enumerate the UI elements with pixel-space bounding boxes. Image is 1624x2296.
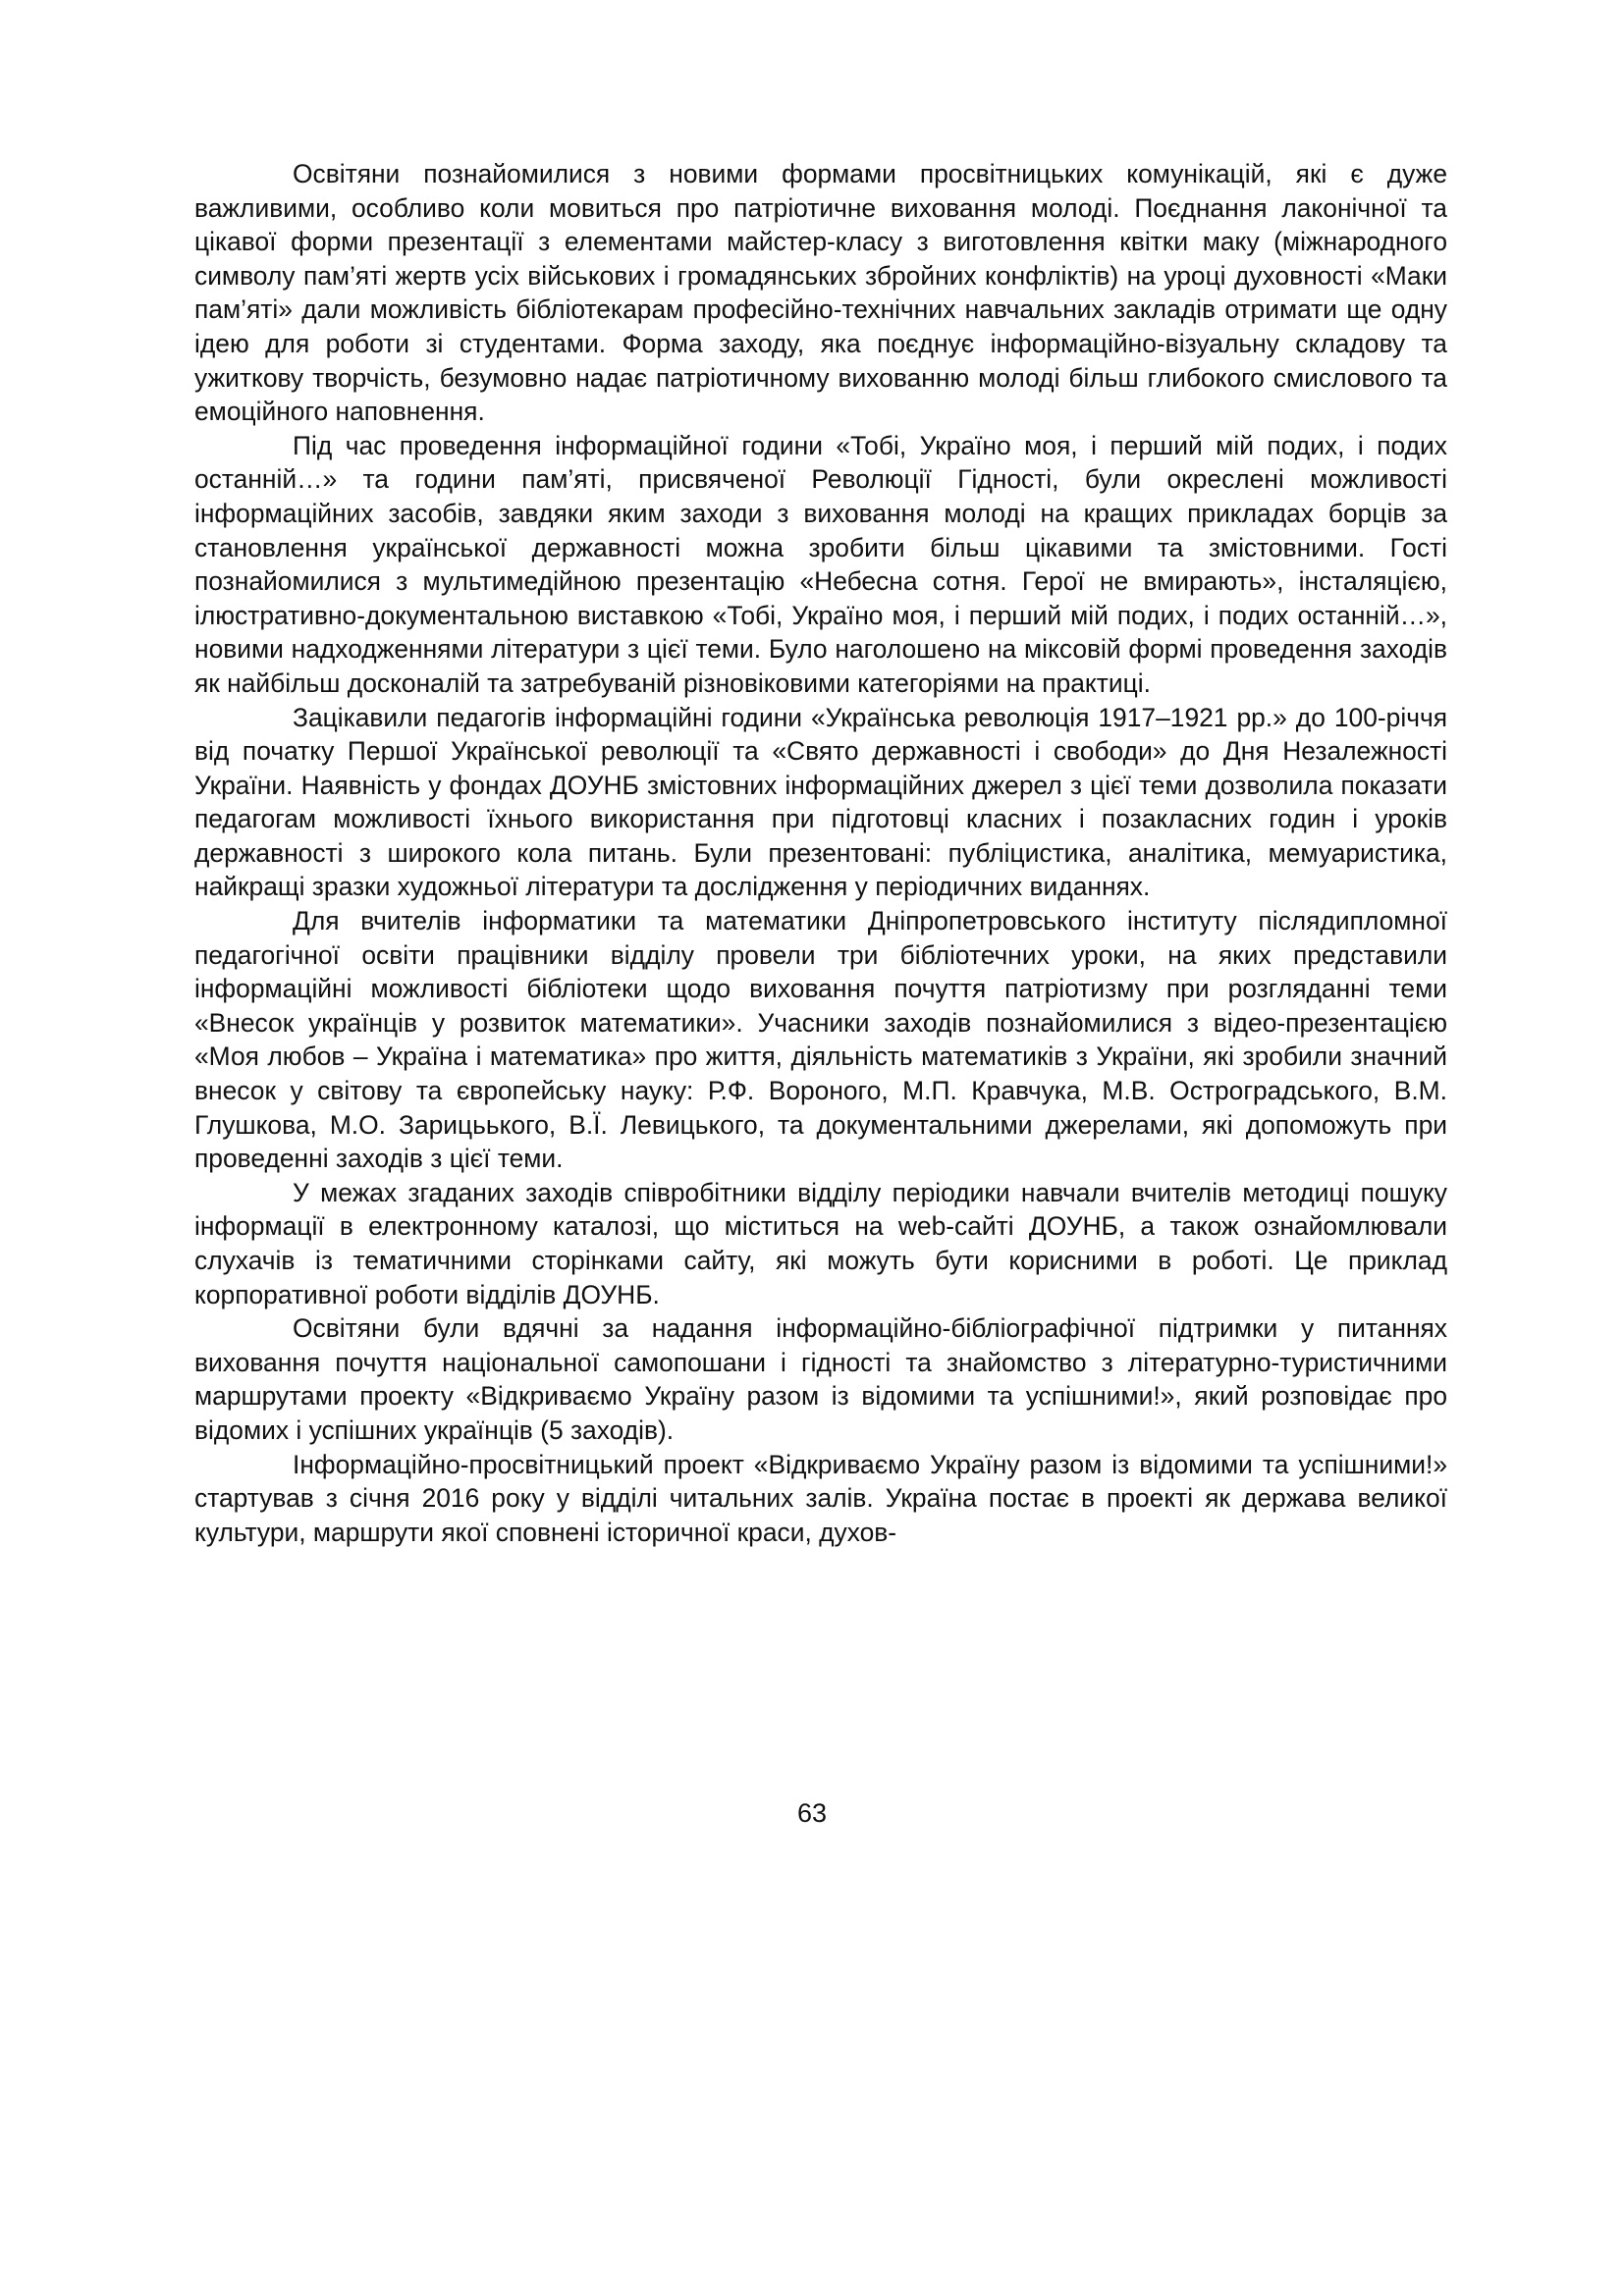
paragraph-1: Освітяни познайомилися з новими формами просвітницьких комунікацій, які є дуже важливими, особливо коли мовиться про патріотичне виховання молоді. Поєднання лаконічної та цікавої форми презентації з елементами майстер-класу з виготовлення квітки маку (міжнародного символу пам’яті жертв усіх військових і громадянських збройних конфліктів) на уроці духовності «Маки пам’яті» дали можливість бібліотекарам професійно-технічних навчальних закладів отримати ще одну ідею для роботи зі студентами. Форма заходу, яка поєднує інформаційно-візуальну складову та ужиткову творчість, безумовно надає патріотичному вихованню молоді більш глибокого смислового та емоційного наповнення. [194,159,1447,427]
paragraph-4: Для вчителів інформатики та математики Дніпропетровського інституту післядипломної педагогічної освіти працівники відділу провели три бібліотечних уроки, на яких представили інформаційні можливості бібліотеки щодо виховання почуття патріотизму при розгляданні теми «Внесок українців у розвиток математики». Учасники заходів познайомилися з відео-презентацією «Моя любов – Україна і математика» про життя, діяльність математиків з України, які зробили значний внесок у світову та європейську науку: Р.Ф. Вороного, М.П. Кравчука, М.В. Остроградського, В.М. Глушкова, М.О. Зарицьького, В.Ї. Левицького, та документальними джерелами, які допоможуть при проведенні заходів з цієї теми. [194,906,1447,1174]
paragraph-3: Зацікавили педагогів інформаційні години «Українська революція 1917–1921 рр.» до 100-річчя від початку Першої Української революції та «Свято державності і свободи» до Дня Незалежності України. Наявність у фондах ДОУНБ змістовних інформаційних джерел з цієї теми дозволила показати педагогам можливості їхнього використання при підготовці класних і позакласних годин і уроків державності з широкого кола питань. Були презентовані: публіцистика, аналітика, мемуаристика, найкращі зразки художньої літератури та дослідження у періодичних виданнях. [194,702,1447,902]
paragraph-2: Під час проведення інформаційної години «Тобі, Україно моя, і перший мій подих, і подих останній…» та години пам’яті, присвяченої Революції Гідності, були окреслені можливості інформаційних засобів, завдяки яким заходи з виховання молоді на кращих прикладах борців за становлення української державності можна зробити більш цікавими та змістовними. Гості познайомилися з мультимедійною презентацію «Небесна сотня. Герої не вмирають», інсталяцією, ілюстративно-документальною виставкою «Тобі, Україно моя, і перший мій подих, і подих останній…», новими надходженнями літератури з цієї теми. Було наголошено на міксовій формі проведення заходів як найбільш досконалій та затребуваній різновіковими категоріями на практиці. [194,430,1447,698]
paragraph-6: Освітяни були вдячні за надання інформаційно-бібліографічної підтримки у питаннях виховання почуття національної самопошани і гідності та знайомство з літературно-туристичними маршрутами проекту «Відкриваємо Україну разом із відомими та успішними!», який розповідає про відомих і успішних українців (5 заходів). [194,1313,1447,1445]
paragraph-5: У межах згаданих заходів співробітники відділу періодики навчали вчителів методиці пошуку інформації в електронному каталозі, що міститься на web-сайті ДОУНБ, а також ознайомлювали слухачів із тематичними сторінками сайту, які можуть бути корисними в роботі. Це приклад корпоративної роботи відділів ДОУНБ. [194,1177,1447,1309]
page-number: 63 [796,1798,828,1828]
body-text [194,157,1447,1549]
paragraph-7: Інформаційно-просвітницький проект «Відкриваємо Україну разом із відомими та успішними!» стартував з січня 2016 року у відділі читальних залів. Україна постає в проекті як держава великої культури, маршрути якої сповнені історичної краси, духов- [194,1449,1447,1547]
